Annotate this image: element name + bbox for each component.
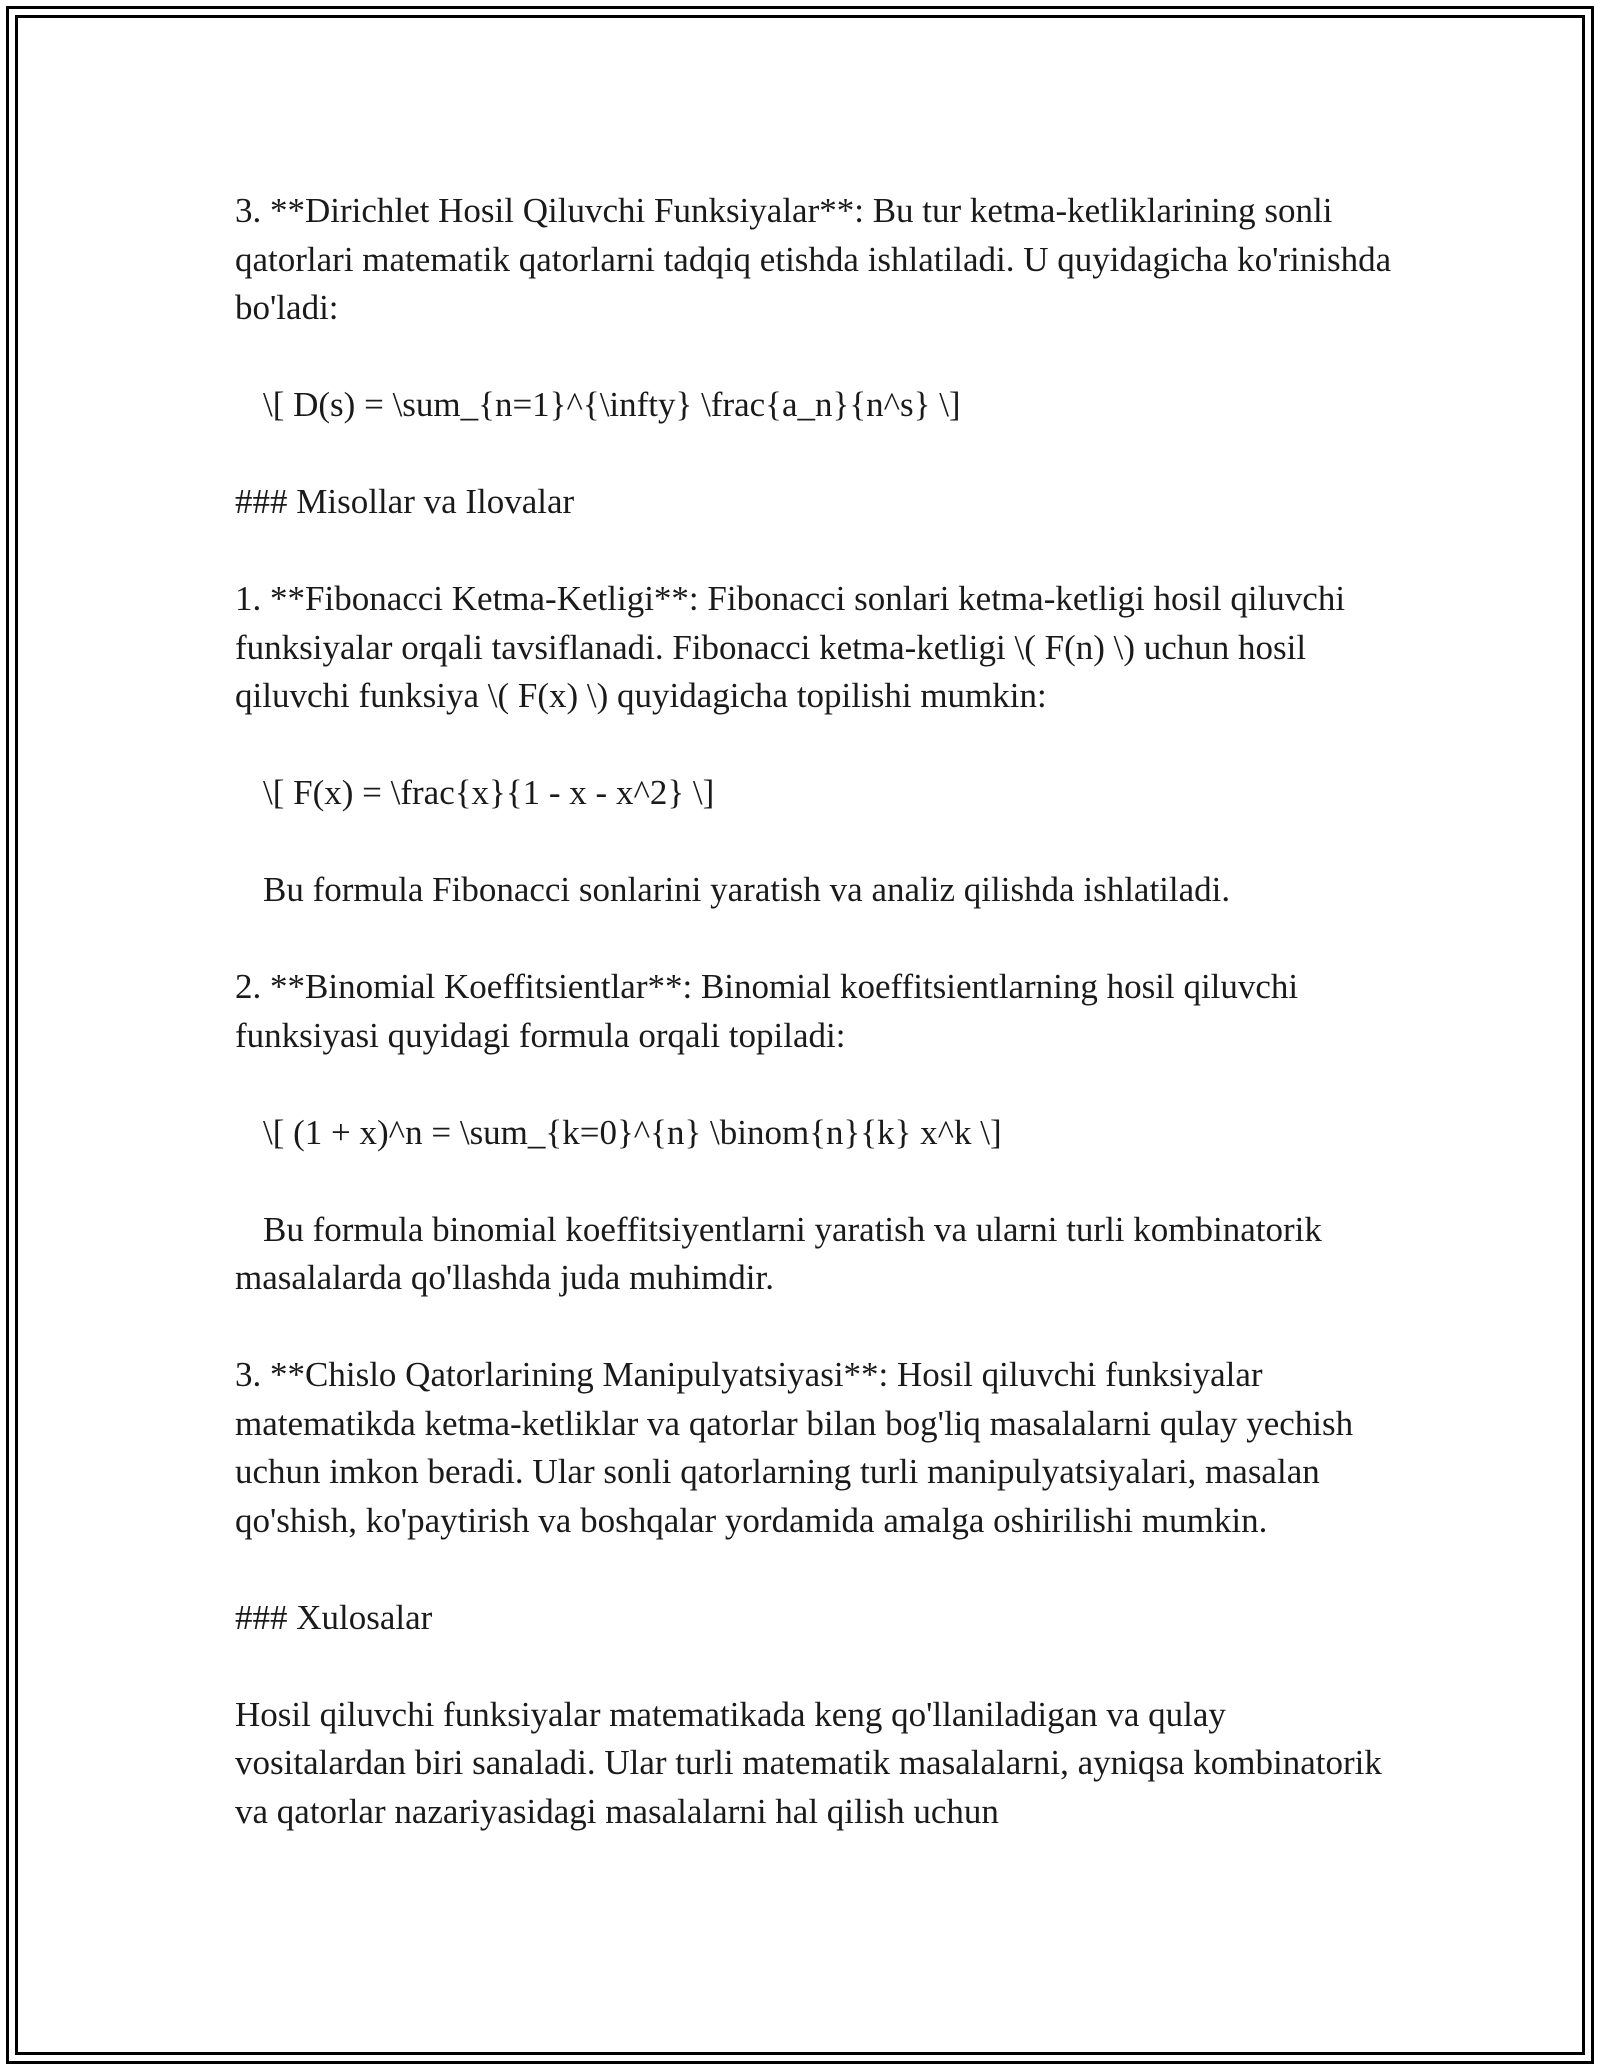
paragraph-chislo: 3. **Chislo Qatorlarining Manipulyatsiyasi**: Hosil qiluvchi funksiyalar matematikda ketma-ketliklar va qatorlar bilan bog'liq masalalarni qulay yechish uchun imkon beradi. Ular sonli qatorlarning turli manipulyatsiyalari, masalan qo'shish, ko'paytirish va boshqalar yordamida amalga oshirilishi mumkin. — [235, 1355, 1362, 1540]
paragraph-binomial: 2. **Binomial Koeffitsientlar**: Binomial koeffitsientlarning hosil qiluvchi funksiyasi quyidagi formula orqali topiladi: — [235, 967, 1307, 1055]
paragraph-fibonacci-note: Bu formula Fibonacci sonlarini yaratish va analiz qilishda ishlatiladi. — [263, 870, 1231, 909]
paragraph-dirichlet: 3. **Dirichlet Hosil Qiluvchi Funksiyalar**: Bu tur ketma-ketliklarining sonli qatorlari matematik qatorlarni tadqiq etishda ishlatiladi. U quyidagicha ko'rinishda bo'ladi: — [235, 191, 1400, 327]
heading-misollar: ### Misollar va Ilovalar — [235, 482, 575, 521]
heading-xulosalar: ### Xulosalar — [235, 1597, 433, 1637]
paragraph-fibonacci: 1. **Fibonacci Ketma-Ketligi**: Fibonacci sonlari ketma-ketligi hosil qiluvchi funksiyalar orqali tavsiflanadi. Fibonacci ketma-ketligi \( F(n) \) uchun hosil qiluvchi funksiya \( F(x) \) quyidagicha topilishi mumkin: — [235, 579, 1354, 715]
formula-fibonacci: \[ F(x) = \frac{x}{1 - x - x^2} \] — [263, 773, 715, 812]
formula-binomial: \[ (1 + x)^n = \sum_{k=0}^{n} \binom{n}{k} x^k \] — [263, 1112, 1002, 1152]
formula-dirichlet: \[ D(s) = \sum_{n=1}^{\infty} \frac{a_n}{n^s} \] — [263, 385, 961, 424]
document-body — [235, 187, 1400, 1885]
paragraph-conclusion: Hosil qiluvchi funksiyalar matematikada keng qo'llaniladigan va qulay vositalardan biri sanaladi. Ular turli matematik masalalarni, ayniqsa kombinatorik va qatorlar nazariyasidagi masalalarni hal qilish uchun — [235, 1694, 1391, 1831]
paragraph-binomial-note: Bu formula binomial koeffitsiyentlarni yaratish va ularni turli kombinatorik masalalarda qo'llashda juda muhimdir. — [235, 1209, 1331, 1297]
